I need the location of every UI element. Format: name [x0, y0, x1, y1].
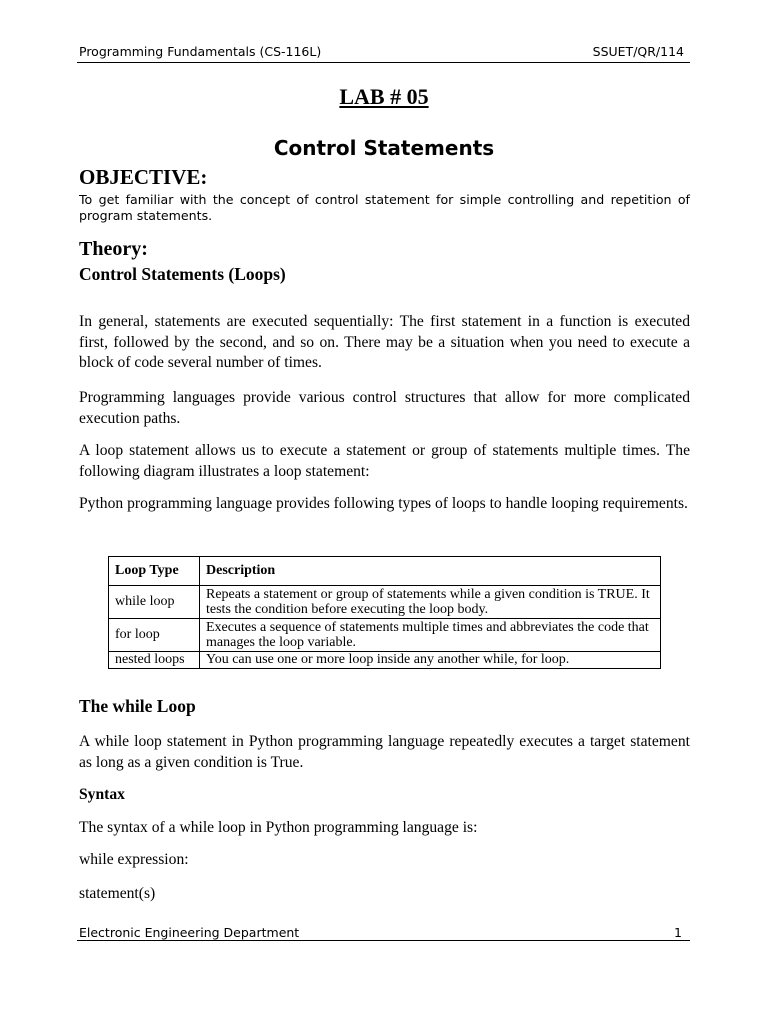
- table-cell-loop-type: nested loops: [109, 652, 200, 669]
- table-header-loop-type: Loop Type: [109, 557, 200, 586]
- syntax-heading: Syntax: [79, 786, 125, 803]
- syntax-line-statements: statement(s): [79, 885, 156, 902]
- lab-title: LAB # 05: [339, 84, 429, 109]
- table-row: [109, 652, 661, 669]
- table-cell-description: You can use one or more loop inside any another while, for loop.: [200, 652, 661, 669]
- table-row: [109, 619, 661, 652]
- table-header-row: [109, 557, 661, 586]
- theory-paragraph-2: Programming languages provide various control structures that allow for more complicated execution paths.: [79, 389, 690, 427]
- loop-types-table: [108, 556, 661, 669]
- while-loop-text: A while loop statement in Python programming language repeatedly executes a target statement as long as a given condition is True.: [79, 733, 690, 771]
- table-header-description: Description: [200, 557, 661, 586]
- while-loop-heading: The while Loop: [79, 696, 196, 716]
- header-code: SSUET/QR/114: [592, 44, 684, 59]
- footer-rule: [77, 940, 690, 941]
- syntax-intro: The syntax of a while loop in Python programming language is:: [79, 819, 478, 836]
- table-cell-loop-type: for loop: [109, 619, 200, 652]
- footer-department: Electronic Engineering Department: [79, 925, 300, 940]
- footer-page-number: 1: [674, 925, 682, 940]
- table-row: [109, 586, 661, 619]
- header-course: Programming Fundamentals (CS-116L): [79, 44, 322, 59]
- theory-paragraph-1: In general, statements are executed sequentially: The first statement in a function is executed first, followed by the second, and so on. There may be a situation when you need to execute a block of code several number of times.: [79, 313, 690, 372]
- theory-paragraph-3: A loop statement allows us to execute a statement or group of statements multiple times. The following diagram illustrates a loop statement:: [79, 442, 690, 480]
- control-statements-subheading: Control Statements (Loops): [79, 264, 286, 284]
- table-cell-description: Repeats a statement or group of statements while a given condition is TRUE. It tests the condition before executing the loop body.: [200, 586, 661, 619]
- page-title: Control Statements: [273, 136, 495, 160]
- objective-text: To get familiar with the concept of control statement for simple controlling and repetition of program statements.: [79, 192, 690, 223]
- objective-heading: OBJECTIVE:: [79, 165, 208, 189]
- syntax-line-while: while expression:: [79, 851, 189, 868]
- table-cell-description: Executes a sequence of statements multiple times and abbreviates the code that manages the loop variable.: [200, 619, 661, 652]
- header-rule: [77, 62, 690, 63]
- theory-heading: Theory:: [79, 238, 148, 260]
- table-cell-loop-type: while loop: [109, 586, 200, 619]
- theory-paragraph-4: Python programming language provides following types of loops to handle looping requirements.: [79, 495, 688, 512]
